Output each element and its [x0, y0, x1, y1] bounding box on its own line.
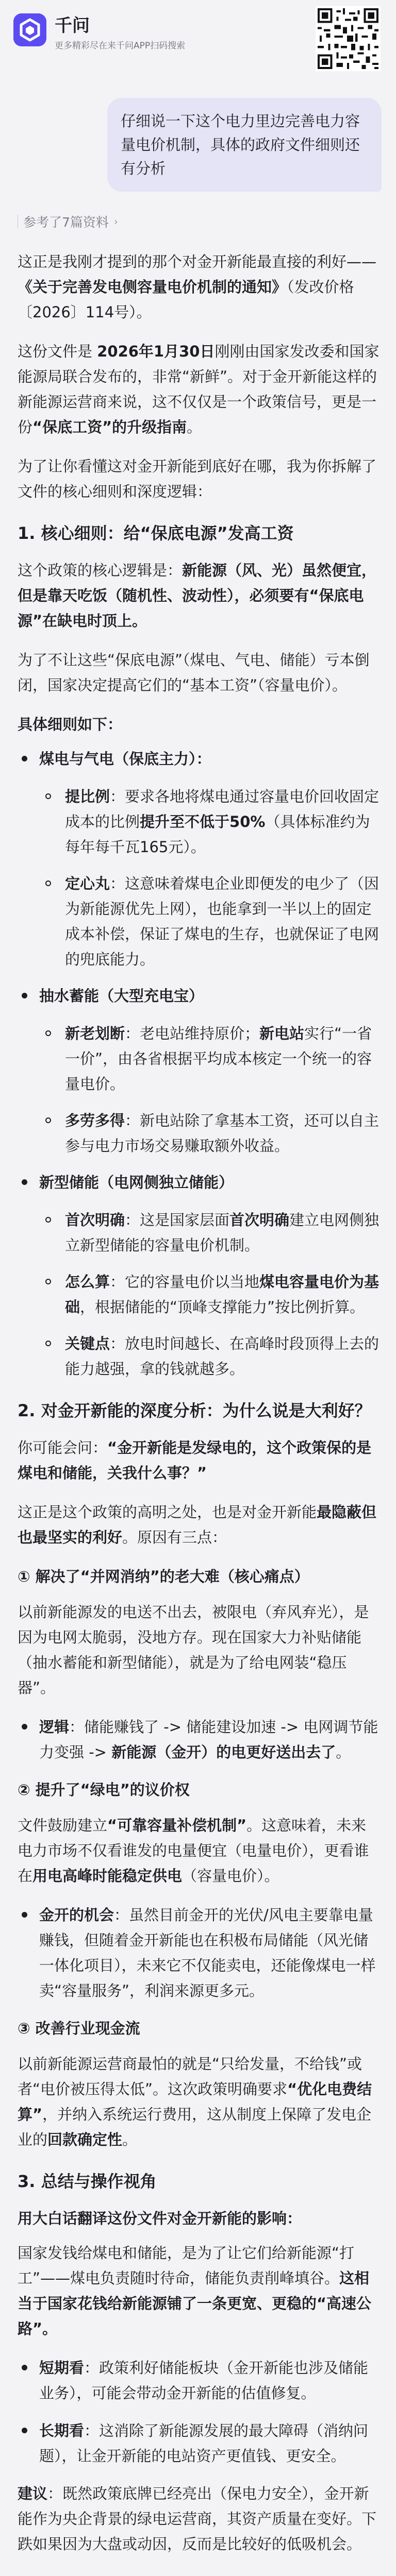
- coal-item: 定心丸：这意味着煤电企业即便发的电少了（因为新能源优先上网），也能拿到一半以上的固定成本补偿，保证了煤电的生存，也就保证了电网的兜底能力。: [18, 871, 380, 972]
- policy-doc-title: 《关于完善发电侧容量电价机制的通知》: [18, 278, 287, 296]
- app-name: 千问: [55, 15, 90, 36]
- point-2-paragraph: 文件鼓励建立“可靠容量补偿机制”。这意味着，未来电力市场不仅看谁发的电量便宜（电量电价），更看谁在用电高峰时能稳定供电（容量电价）。: [18, 1817, 369, 1885]
- long-term-bullet: 长期看：这消除了新能源发展的最大障碍（消纳问题），让金开新能的电站资产更值钱、更安全。: [18, 2418, 380, 2469]
- point-1-logic: 逻辑：储能赚钱了 -> 储能建设加速 -> 电网调节能力变强 -> 新能源（金开）的电更好送出去了。: [18, 1715, 380, 1765]
- section-3-title: 3. 总结与操作视角: [18, 2172, 157, 2191]
- section-2-paragraph-1: 这正是这个政策的高明之处，也是对金开新能最隐蔽但也最坚实的利好。原因有三点：: [18, 1503, 377, 1546]
- short-term-bullet: 短期看：政策利好储能板块（金开新能也涉及储能业务），可能会带动金开新能的估值修复。: [18, 2355, 380, 2406]
- qianwen-logo-icon: [13, 13, 46, 46]
- point-1-title: ① 解决了“并网消纳”的老大难（核心痛点）: [18, 1568, 309, 1585]
- pumped-storage-bullet: 抽水蓄能（大型充电宝）: [18, 984, 380, 1009]
- storage-item: 首次明确：这是国家层面首次明确建立电网侧独立新型储能的容量电价机制。: [18, 1208, 380, 1258]
- user-question-bubble: 仔细说一下这个电力里边完善电力容量电价机制，具体的政府文件细则还有分析: [107, 98, 382, 192]
- section-2-title: 2. 对金开新能的深度分析：为什么说是大利好？: [18, 1401, 371, 1420]
- publish-date: 2026年1月30日: [97, 343, 215, 360]
- point-1-paragraph: 以前新能源发的电送不出去，被限电（弃风弃光），是因为电网太脆弱，没地方存。现在国家大力补贴储能（抽水蓄能和新型储能），就是为了给电网装“稳压器”。: [18, 1603, 369, 1697]
- section-1-title: 1. 核心细则：给“保底电源”发高工资: [18, 523, 294, 543]
- section-1-paragraph-2: 为了不让这些“保底电源”（煤电、气电、储能）亏本倒闭，国家决定提高它们的“基本工资”（容量电价）。: [18, 651, 370, 694]
- references-label: 参考了7篇资料: [23, 215, 109, 230]
- pumped-item: 新老划断：老电站维持原价；新电站实行“一省一价”，由各省根据平均成本核定一个统一的容量电价。: [18, 1021, 380, 1097]
- coal-item: 提比例：要求各地将煤电通过容量电价回收固定成本的比例提升至不低于50%（具体标准约为每年每千瓦165元）。: [18, 784, 380, 860]
- advice-paragraph: 建议：既然政策底牌已经亮出（保电力安全），金开新能作为央企背景的绿电运营商，其资产质量在变好。下跌如果因为大盘或动因，反而是比较好的低吸机会。: [18, 2485, 377, 2553]
- intro-paragraph-2: 这份文件是 2026年1月30日刚刚由国家发改委和国家能源局联合发布的，非常“新鲜”。对于金开新能这样的新能源运营商来说，这不仅仅是一个政策信号，更是一份“保底工资”的升级指南。: [18, 343, 380, 436]
- section-2-question: 你可能会问：“金开新能是发绿电的，这个政策保的是煤电和储能，关我什么事？”: [18, 1439, 372, 1482]
- app-slogan: 更多精彩尽在来千问APP扫码搜索: [55, 41, 186, 51]
- answer-article: [18, 249, 380, 2571]
- intro-paragraph-3: 为了让你看懂这对金开新能到底好在哪，我为你拆解了文件的核心细则和深度逻辑：: [18, 457, 377, 500]
- detail-title: 具体细则如下：: [18, 716, 123, 733]
- new-storage-bullet: 新型储能（电网侧独立储能）: [18, 1170, 380, 1195]
- section-3-subtitle: 用大白话翻译这份文件对金开新能的影响：: [18, 2210, 302, 2227]
- storage-item: 关键点：放电时间越长、在高峰时段顶得上去的能力越强，拿的钱就越多。: [18, 1331, 380, 1382]
- pumped-item: 多劳多得：新电站除了拿基本工资，还可以自主参与电力市场交易赚取额外收益。: [18, 1108, 380, 1159]
- storage-item: 怎么算：它的容量电价以当地煤电容量电价为基础，根据储能的“顶峰支撑能力”按比例折算。: [18, 1269, 380, 1320]
- point-3-paragraph: 以前新能源运营商最怕的就是“只给发量，不给钱”或者“电价被压得太低”。这次政策明确要求“优化电费结算”，并纳入系统运行费用，这从制度上保障了发电企业的回款确定性。: [18, 2055, 372, 2148]
- point-3-title: ③ 改善行业现金流: [18, 2020, 140, 2037]
- section-3-paragraph-1: 国家发钱给煤电和储能，是为了让它们给新能源“打工”——煤电负责随时待命，储能负责削峰填谷。这相当于国家花钱给新能源铺了一条更宽、更稳的“高速公路”。: [18, 2244, 372, 2337]
- app-header: [0, 0, 396, 77]
- references-toggle[interactable]: [18, 212, 118, 231]
- qr-code-icon: [316, 6, 381, 71]
- section-1-paragraph-1: 这个政策的核心逻辑是：新能源（风、光）虽然便宜，但是靠天吃饭（随机性、波动性），必须要有“保底电源”在缺电时顶上。: [18, 562, 377, 630]
- chevron-right-icon: ›: [113, 215, 118, 228]
- coal-gas-bullet: 煤电与气电（保底主力）：: [18, 747, 380, 772]
- point-2-chance: 金开的机会：虽然目前金开的光伏/风电主要靠电量赚钱，但随着金开新能也在积极布局储能（风光储一体化项目），未来它不仅能卖电，还能像煤电一样卖“容量服务”，利润来源更多元。: [18, 1903, 380, 2004]
- point-2-title: ② 提升了“绿电”的议价权: [18, 1781, 190, 1799]
- intro-paragraph-1: 这正是我刚才提到的那个对金开新能最直接的利好——《关于完善发电侧容量电价机制的通知》（发改价格〔2026〕114号）。: [18, 253, 377, 321]
